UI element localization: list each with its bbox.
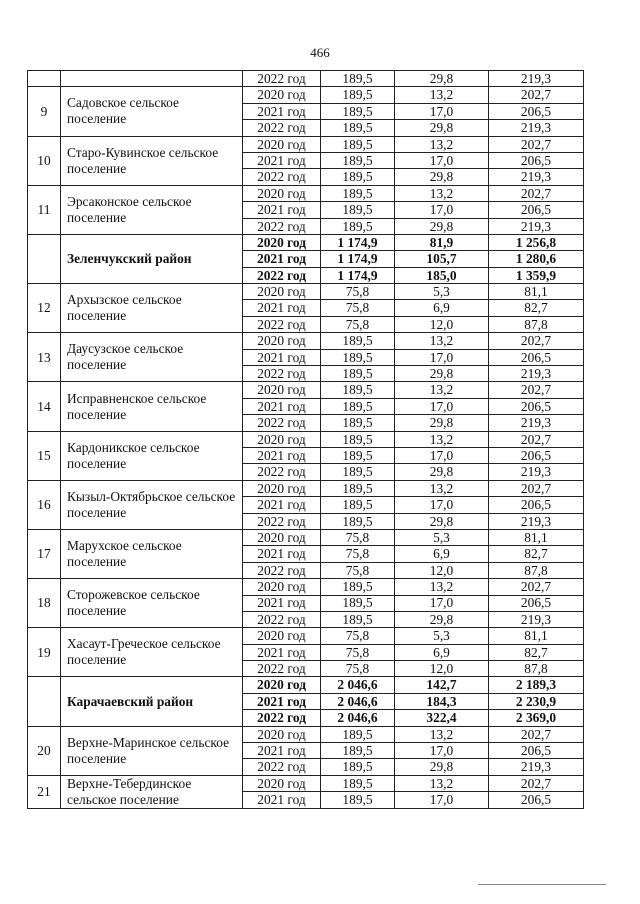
value-cell-2: 29,8 (395, 464, 489, 480)
row-number (28, 677, 61, 726)
value-cell-1: 1 174,9 (321, 251, 395, 267)
value-cell-2: 13,2 (395, 579, 489, 595)
value-cell-2: 29,8 (395, 759, 489, 775)
table-row (28, 185, 584, 201)
value-cell-2: 17,0 (395, 202, 489, 218)
settlement-name: Верхне-Тебердинское сельское поселение (61, 775, 243, 808)
value-cell-1: 75,8 (321, 284, 395, 300)
year-cell: 2020 год (243, 87, 321, 103)
settlement-name: Кардоникское сельское поселение (61, 431, 243, 480)
year-cell: 2020 год (243, 677, 321, 693)
district-name: Карачаевский район (61, 677, 243, 726)
settlement-name: Старо-Кувинское сельское поселение (61, 136, 243, 185)
row-number: 19 (28, 628, 61, 677)
value-cell-1: 189,5 (321, 480, 395, 496)
value-cell-2: 17,0 (395, 497, 489, 513)
year-cell: 2022 год (243, 415, 321, 431)
value-cell-total: 202,7 (489, 726, 584, 742)
value-cell-total: 202,7 (489, 579, 584, 595)
value-cell-2: 13,2 (395, 726, 489, 742)
settlement-name: Исправненское сельское поселение (61, 382, 243, 431)
value-cell-1: 1 174,9 (321, 234, 395, 250)
row-number (28, 71, 61, 87)
table-row (28, 136, 584, 152)
value-cell-total: 202,7 (489, 136, 584, 152)
value-cell-1: 189,5 (321, 71, 395, 87)
value-cell-total: 82,7 (489, 546, 584, 562)
value-cell-1: 189,5 (321, 152, 395, 168)
value-cell-1: 189,5 (321, 349, 395, 365)
table-body (28, 71, 584, 809)
table-row (28, 579, 584, 595)
table-row (28, 628, 584, 644)
value-cell-total: 219,3 (489, 611, 584, 627)
table-row (28, 726, 584, 742)
table-row (28, 71, 584, 87)
year-cell: 2022 год (243, 71, 321, 87)
value-cell-total: 206,5 (489, 497, 584, 513)
year-cell: 2021 год (243, 202, 321, 218)
value-cell-2: 13,2 (395, 775, 489, 792)
value-cell-2: 12,0 (395, 316, 489, 332)
value-cell-2: 13,2 (395, 136, 489, 152)
value-cell-1: 1 174,9 (321, 267, 395, 283)
row-number (28, 234, 61, 283)
value-cell-2: 13,2 (395, 480, 489, 496)
year-cell: 2021 год (243, 103, 321, 119)
row-number: 16 (28, 480, 61, 529)
year-cell: 2020 год (243, 136, 321, 152)
value-cell-1: 189,5 (321, 136, 395, 152)
value-cell-total: 81,1 (489, 529, 584, 545)
value-cell-2: 6,9 (395, 644, 489, 660)
value-cell-1: 189,5 (321, 382, 395, 398)
year-cell: 2021 год (243, 743, 321, 759)
value-cell-total: 219,3 (489, 759, 584, 775)
value-cell-1: 75,8 (321, 661, 395, 677)
value-cell-1: 189,5 (321, 579, 395, 595)
value-cell-2: 184,3 (395, 693, 489, 709)
year-cell: 2022 год (243, 661, 321, 677)
value-cell-1: 189,5 (321, 333, 395, 349)
value-cell-1: 189,5 (321, 185, 395, 201)
value-cell-1: 2 046,6 (321, 710, 395, 726)
value-cell-total: 219,3 (489, 169, 584, 185)
value-cell-2: 17,0 (395, 349, 489, 365)
value-cell-total: 202,7 (489, 185, 584, 201)
value-cell-2: 13,2 (395, 431, 489, 447)
value-cell-total: 202,7 (489, 431, 584, 447)
value-cell-1: 189,5 (321, 497, 395, 513)
value-cell-total: 1 256,8 (489, 234, 584, 250)
year-cell: 2020 год (243, 529, 321, 545)
row-number: 20 (28, 726, 61, 775)
value-cell-total: 206,5 (489, 792, 584, 809)
value-cell-total: 1 280,6 (489, 251, 584, 267)
value-cell-2: 29,8 (395, 120, 489, 136)
year-cell: 2020 год (243, 775, 321, 792)
value-cell-2: 13,2 (395, 185, 489, 201)
page-number: 466 (310, 45, 330, 60)
value-cell-total: 2 230,9 (489, 693, 584, 709)
value-cell-1: 189,5 (321, 87, 395, 103)
value-cell-1: 189,5 (321, 366, 395, 382)
value-cell-1: 189,5 (321, 611, 395, 627)
value-cell-total: 202,7 (489, 382, 584, 398)
value-cell-2: 5,3 (395, 628, 489, 644)
value-cell-total: 202,7 (489, 480, 584, 496)
value-cell-1: 189,5 (321, 431, 395, 447)
value-cell-total: 219,3 (489, 464, 584, 480)
value-cell-2: 12,0 (395, 661, 489, 677)
table-row (28, 87, 584, 103)
value-cell-total: 219,3 (489, 218, 584, 234)
year-cell: 2022 год (243, 267, 321, 283)
value-cell-total: 1 359,9 (489, 267, 584, 283)
settlement-name: Сторожевское сельское поселение (61, 579, 243, 628)
value-cell-total: 87,8 (489, 661, 584, 677)
year-cell: 2021 год (243, 792, 321, 809)
year-cell: 2022 год (243, 513, 321, 529)
value-cell-2: 17,0 (395, 152, 489, 168)
table-row (28, 284, 584, 300)
value-cell-2: 13,2 (395, 382, 489, 398)
year-cell: 2021 год (243, 693, 321, 709)
value-cell-1: 75,8 (321, 562, 395, 578)
year-cell: 2020 год (243, 382, 321, 398)
value-cell-total: 206,5 (489, 202, 584, 218)
value-cell-2: 142,7 (395, 677, 489, 693)
row-number: 17 (28, 529, 61, 578)
value-cell-1: 75,8 (321, 316, 395, 332)
value-cell-1: 189,5 (321, 775, 395, 792)
table-row (28, 480, 584, 496)
value-cell-total: 206,5 (489, 349, 584, 365)
value-cell-1: 189,5 (321, 447, 395, 463)
value-cell-total: 87,8 (489, 562, 584, 578)
value-cell-2: 17,0 (395, 103, 489, 119)
table-row (28, 529, 584, 545)
value-cell-total: 81,1 (489, 284, 584, 300)
value-cell-total: 87,8 (489, 316, 584, 332)
budget-table (27, 70, 584, 809)
year-cell: 2022 год (243, 366, 321, 382)
value-cell-total: 219,3 (489, 71, 584, 87)
value-cell-2: 185,0 (395, 267, 489, 283)
value-cell-2: 17,0 (395, 447, 489, 463)
value-cell-1: 189,5 (321, 464, 395, 480)
row-number: 13 (28, 333, 61, 382)
year-cell: 2021 год (243, 595, 321, 611)
value-cell-total: 202,7 (489, 87, 584, 103)
value-cell-1: 189,5 (321, 398, 395, 414)
settlement-name: Даусузское сельское поселение (61, 333, 243, 382)
year-cell: 2020 год (243, 480, 321, 496)
table-row (28, 775, 584, 792)
value-cell-2: 6,9 (395, 546, 489, 562)
value-cell-1: 189,5 (321, 415, 395, 431)
year-cell: 2022 год (243, 218, 321, 234)
value-cell-1: 2 046,6 (321, 677, 395, 693)
year-cell: 2022 год (243, 710, 321, 726)
footer-divider (478, 884, 606, 885)
year-cell: 2022 год (243, 169, 321, 185)
value-cell-total: 82,7 (489, 300, 584, 316)
value-cell-1: 189,5 (321, 743, 395, 759)
value-cell-1: 75,8 (321, 644, 395, 660)
row-number: 10 (28, 136, 61, 185)
value-cell-2: 17,0 (395, 792, 489, 809)
value-cell-1: 189,5 (321, 103, 395, 119)
row-number: 14 (28, 382, 61, 431)
value-cell-2: 12,0 (395, 562, 489, 578)
year-cell: 2020 год (243, 284, 321, 300)
value-cell-2: 17,0 (395, 398, 489, 414)
row-number: 18 (28, 579, 61, 628)
value-cell-2: 29,8 (395, 611, 489, 627)
value-cell-2: 29,8 (395, 366, 489, 382)
row-number: 9 (28, 87, 61, 136)
year-cell: 2021 год (243, 546, 321, 562)
year-cell: 2022 год (243, 562, 321, 578)
year-cell: 2022 год (243, 611, 321, 627)
year-cell: 2021 год (243, 152, 321, 168)
row-number: 12 (28, 284, 61, 333)
value-cell-1: 189,5 (321, 169, 395, 185)
year-cell: 2021 год (243, 644, 321, 660)
value-cell-2: 5,3 (395, 529, 489, 545)
year-cell: 2022 год (243, 464, 321, 480)
value-cell-2: 105,7 (395, 251, 489, 267)
value-cell-1: 189,5 (321, 595, 395, 611)
value-cell-2: 13,2 (395, 333, 489, 349)
value-cell-total: 206,5 (489, 743, 584, 759)
value-cell-total: 81,1 (489, 628, 584, 644)
value-cell-1: 189,5 (321, 759, 395, 775)
value-cell-2: 29,8 (395, 415, 489, 431)
settlement-name: Верхне-Маринское сельское поселение (61, 726, 243, 775)
year-cell: 2020 год (243, 628, 321, 644)
value-cell-1: 75,8 (321, 529, 395, 545)
value-cell-total: 206,5 (489, 398, 584, 414)
year-cell: 2021 год (243, 300, 321, 316)
value-cell-2: 29,8 (395, 218, 489, 234)
year-cell: 2020 год (243, 185, 321, 201)
value-cell-total: 2 189,3 (489, 677, 584, 693)
value-cell-1: 75,8 (321, 546, 395, 562)
year-cell: 2020 год (243, 333, 321, 349)
settlement-name (61, 71, 243, 87)
value-cell-total: 2 369,0 (489, 710, 584, 726)
value-cell-2: 29,8 (395, 71, 489, 87)
value-cell-2: 13,2 (395, 87, 489, 103)
value-cell-1: 75,8 (321, 628, 395, 644)
year-cell: 2021 год (243, 497, 321, 513)
settlement-name: Хасаут-Греческое сельское поселение (61, 628, 243, 677)
year-cell: 2020 год (243, 431, 321, 447)
value-cell-1: 189,5 (321, 218, 395, 234)
value-cell-total: 219,3 (489, 366, 584, 382)
value-cell-1: 189,5 (321, 726, 395, 742)
value-cell-total: 219,3 (489, 120, 584, 136)
value-cell-1: 189,5 (321, 202, 395, 218)
value-cell-total: 82,7 (489, 644, 584, 660)
value-cell-total: 202,7 (489, 775, 584, 792)
value-cell-2: 322,4 (395, 710, 489, 726)
year-cell: 2020 год (243, 234, 321, 250)
table-row (28, 382, 584, 398)
year-cell: 2022 год (243, 316, 321, 332)
table-row (28, 333, 584, 349)
value-cell-1: 2 046,6 (321, 693, 395, 709)
value-cell-1: 189,5 (321, 513, 395, 529)
value-cell-2: 17,0 (395, 595, 489, 611)
value-cell-total: 206,5 (489, 595, 584, 611)
value-cell-2: 29,8 (395, 513, 489, 529)
value-cell-2: 6,9 (395, 300, 489, 316)
year-cell: 2020 год (243, 579, 321, 595)
table-row (28, 431, 584, 447)
value-cell-2: 29,8 (395, 169, 489, 185)
table-row (28, 234, 584, 250)
year-cell: 2021 год (243, 251, 321, 267)
year-cell: 2020 год (243, 726, 321, 742)
settlement-name: Марухское сельское поселение (61, 529, 243, 578)
row-number: 21 (28, 775, 61, 808)
value-cell-total: 219,3 (489, 513, 584, 529)
year-cell: 2022 год (243, 120, 321, 136)
value-cell-total: 206,5 (489, 447, 584, 463)
value-cell-total: 206,5 (489, 152, 584, 168)
row-number: 11 (28, 185, 61, 234)
settlement-name: Эрсаконское сельское поселение (61, 185, 243, 234)
row-number: 15 (28, 431, 61, 480)
settlement-name: Кызыл-Октябрьское сельское поселение (61, 480, 243, 529)
settlement-name: Архызское сельское поселение (61, 284, 243, 333)
year-cell: 2021 год (243, 349, 321, 365)
value-cell-1: 75,8 (321, 300, 395, 316)
value-cell-1: 189,5 (321, 792, 395, 809)
value-cell-2: 81,9 (395, 234, 489, 250)
table-row (28, 677, 584, 693)
value-cell-2: 5,3 (395, 284, 489, 300)
value-cell-total: 202,7 (489, 333, 584, 349)
year-cell: 2022 год (243, 759, 321, 775)
district-name: Зеленчукский район (61, 234, 243, 283)
settlement-name: Садовское сельское поселение (61, 87, 243, 136)
year-cell: 2021 год (243, 398, 321, 414)
year-cell: 2021 год (243, 447, 321, 463)
value-cell-2: 17,0 (395, 743, 489, 759)
value-cell-total: 206,5 (489, 103, 584, 119)
value-cell-1: 189,5 (321, 120, 395, 136)
value-cell-total: 219,3 (489, 415, 584, 431)
